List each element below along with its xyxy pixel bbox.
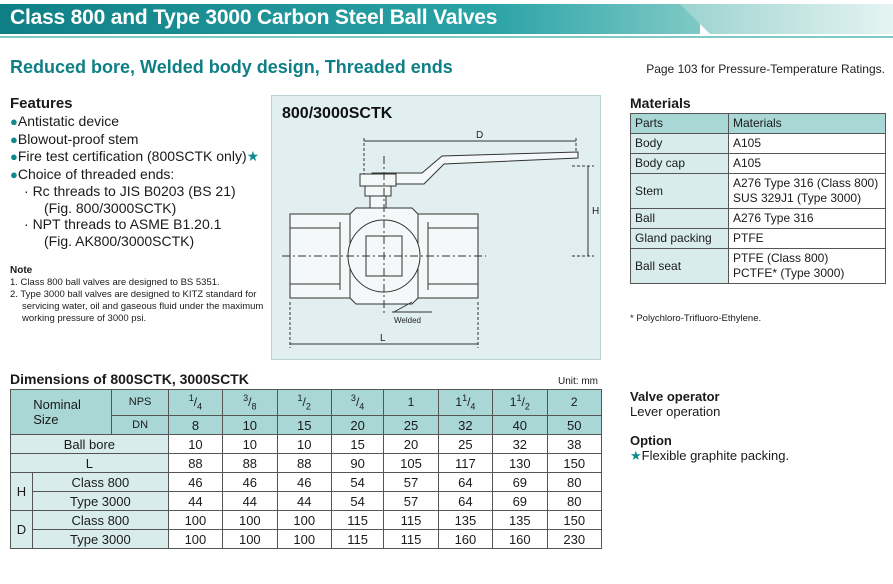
diagram-title: 800/3000SCTK [282, 105, 393, 122]
table-cell: Ball bore [11, 435, 169, 454]
table-cell: 100 [223, 530, 277, 549]
nps-value: 1 [384, 390, 438, 416]
table-cell: 88 [168, 454, 222, 473]
dimensions-heading: Dimensions of 800SCTK, 3000SCTK [10, 371, 249, 387]
welded-label: Welded [394, 316, 421, 325]
star-icon: ★ [630, 448, 642, 463]
page-reference: Page 103 for Pressure-Temperature Ratings. [646, 62, 885, 76]
table-cell: Type 3000 [33, 492, 169, 511]
table-cell: Type 3000 [33, 530, 169, 549]
features-heading: Features [10, 95, 73, 112]
banner-tail [680, 4, 893, 34]
table-cell: 69 [493, 492, 547, 511]
table-row: Body A105 [631, 134, 886, 154]
table-cell: 100 [277, 530, 331, 549]
note-section [10, 265, 270, 325]
title-banner [0, 0, 893, 37]
materials-col-materials: Materials [729, 114, 886, 134]
feature-sub-item: (Fig. 800/3000SCTK) [44, 199, 177, 216]
table-cell: 15 [331, 435, 383, 454]
table-cell: 25 [438, 435, 492, 454]
table-cell: 10 [168, 435, 222, 454]
table-cell: H [11, 473, 33, 511]
table-cell: 160 [438, 530, 492, 549]
bullet-icon: ● [10, 114, 18, 129]
table-cell: 130 [493, 454, 547, 473]
table-cell: 57 [384, 492, 438, 511]
table-cell: 69 [493, 473, 547, 492]
nps-value: $^1/_4$ [168, 390, 222, 416]
table-cell: 44 [168, 492, 222, 511]
materials-table [630, 113, 886, 284]
nps-value: 2 [547, 390, 602, 416]
bullet-icon: ● [10, 166, 18, 182]
table-cell: 64 [438, 492, 492, 511]
option-heading: Option [630, 433, 672, 448]
table-cell: 15 [277, 416, 331, 435]
table-cell: 20 [331, 416, 383, 435]
table-cell: NPS [112, 390, 168, 416]
table-cell: 46 [277, 473, 331, 492]
table-cell: 54 [331, 473, 383, 492]
table-cell: 100 [168, 530, 222, 549]
table-cell: 50 [547, 416, 602, 435]
table-row: Body cap A105 [631, 154, 886, 174]
table-cell: 88 [277, 454, 331, 473]
nps-value: $1^1/_2$ [493, 390, 547, 416]
table-cell: 105 [384, 454, 438, 473]
feature-sub-item: · NPT threads to ASME B1.20.1 [24, 216, 222, 232]
nps-value: $^3/_8$ [223, 390, 277, 416]
table-row-h-type3000 [11, 492, 602, 511]
materials-heading: Materials [630, 95, 691, 111]
table-cell: 10 [277, 435, 331, 454]
table-cell: 80 [547, 473, 602, 492]
table-cell: 100 [168, 511, 222, 530]
table-row-ball-bore [11, 435, 602, 454]
table-cell: 115 [331, 511, 383, 530]
materials-footnote: * Polychloro-Trifluoro-Ethylene. [630, 313, 762, 324]
table-cell: 115 [331, 530, 383, 549]
table-cell: Class 800 [33, 511, 169, 530]
note-item: 2. Type 3000 ball valves are designed to KITZ standard for servicing water, oil and gaseous fluid under the maximum working pressure of 3000 psi. [10, 289, 264, 324]
features-section [10, 95, 270, 249]
valve-operator-heading: Valve operator [630, 389, 720, 404]
table-cell: 117 [438, 454, 492, 473]
dimensions-table [10, 389, 602, 549]
valve-operator-text: Lever operation [630, 404, 721, 419]
table-cell: 10 [223, 435, 277, 454]
nps-value: $^1/_2$ [277, 390, 331, 416]
table-cell: 44 [277, 492, 331, 511]
table-cell: 135 [438, 511, 492, 530]
table-cell: 100 [223, 511, 277, 530]
table-cell: 115 [384, 530, 438, 549]
feature-sub-item: (Fig. AK800/3000SCTK) [44, 232, 195, 249]
note-item: 1. Class 800 ball valves are designed to BS 5351. [10, 277, 220, 288]
table-cell: 32 [493, 435, 547, 454]
table-cell: 90 [331, 454, 383, 473]
page-title: Class 800 and Type 3000 Carbon Steel Ball Valves [10, 6, 498, 29]
nps-value: $^3/_4$ [331, 390, 383, 416]
valve-diagram [271, 95, 601, 360]
table-cell: 230 [547, 530, 602, 549]
table-cell: 150 [547, 511, 602, 530]
table-cell: 46 [168, 473, 222, 492]
feature-item: ●Fire test certification (800SCTK only)★ [10, 148, 260, 164]
table-cell: 80 [547, 492, 602, 511]
dim-label-d: D [476, 130, 484, 141]
table-cell: 38 [547, 435, 602, 454]
table-row: Ball seat PTFE (Class 800) PCTFE* (Type 3000) [631, 249, 886, 284]
unit-label: Unit: mm [558, 376, 598, 387]
valve-drawing [272, 96, 602, 361]
option-text: ★Flexible graphite packing. [630, 448, 790, 463]
table-cell: 44 [223, 492, 277, 511]
table-cell: DN [112, 416, 168, 435]
star-icon: ★ [246, 148, 260, 164]
table-cell: 8 [168, 416, 222, 435]
table-row-d-class800 [11, 511, 602, 530]
feature-item: ●Choice of threaded ends: [10, 165, 175, 182]
table-cell: 54 [331, 492, 383, 511]
table-cell: L [11, 454, 169, 473]
table-cell: 10 [223, 416, 277, 435]
table-cell: 20 [384, 435, 438, 454]
table-cell: 135 [493, 511, 547, 530]
banner-divider [0, 36, 893, 38]
feature-sub-item: · Rc threads to JIS B0203 (BS 21) [24, 183, 236, 199]
dim-label-h: H [592, 206, 600, 217]
table-row-l [11, 454, 602, 473]
table-cell: 46 [223, 473, 277, 492]
nominal-size-label: Nominal Size [11, 390, 112, 435]
table-cell: D [11, 511, 33, 549]
bullet-icon: ● [10, 149, 18, 164]
table-row: Ball A276 Type 316 [631, 209, 886, 229]
feature-item: ●Antistatic device [10, 113, 120, 129]
materials-col-parts: Parts [631, 114, 729, 134]
note-heading: Note [10, 265, 33, 276]
table-row: Gland packing PTFE [631, 229, 886, 249]
table-cell: 32 [438, 416, 492, 435]
table-row-nps [11, 390, 602, 416]
feature-item: ●Blowout-proof stem [10, 130, 139, 147]
table-cell: 150 [547, 454, 602, 473]
table-cell: 57 [384, 473, 438, 492]
bullet-icon: ● [10, 131, 18, 147]
table-cell: 25 [384, 416, 438, 435]
table-row-d-type3000 [11, 530, 602, 549]
table-cell: 115 [384, 511, 438, 530]
table-row: Stem A276 Type 316 (Class 800) SUS 329J1 (Type 3000) [631, 174, 886, 209]
table-cell: 64 [438, 473, 492, 492]
page-subtitle: Reduced bore, Welded body design, Threaded ends [10, 57, 453, 77]
dim-label-l: L [380, 333, 386, 344]
table-cell: 100 [277, 511, 331, 530]
table-cell: 88 [223, 454, 277, 473]
table-cell: Class 800 [33, 473, 169, 492]
table-row-h-class800 [11, 473, 602, 492]
nps-value: $1^1/_4$ [438, 390, 492, 416]
table-cell: 160 [493, 530, 547, 549]
table-cell: 40 [493, 416, 547, 435]
